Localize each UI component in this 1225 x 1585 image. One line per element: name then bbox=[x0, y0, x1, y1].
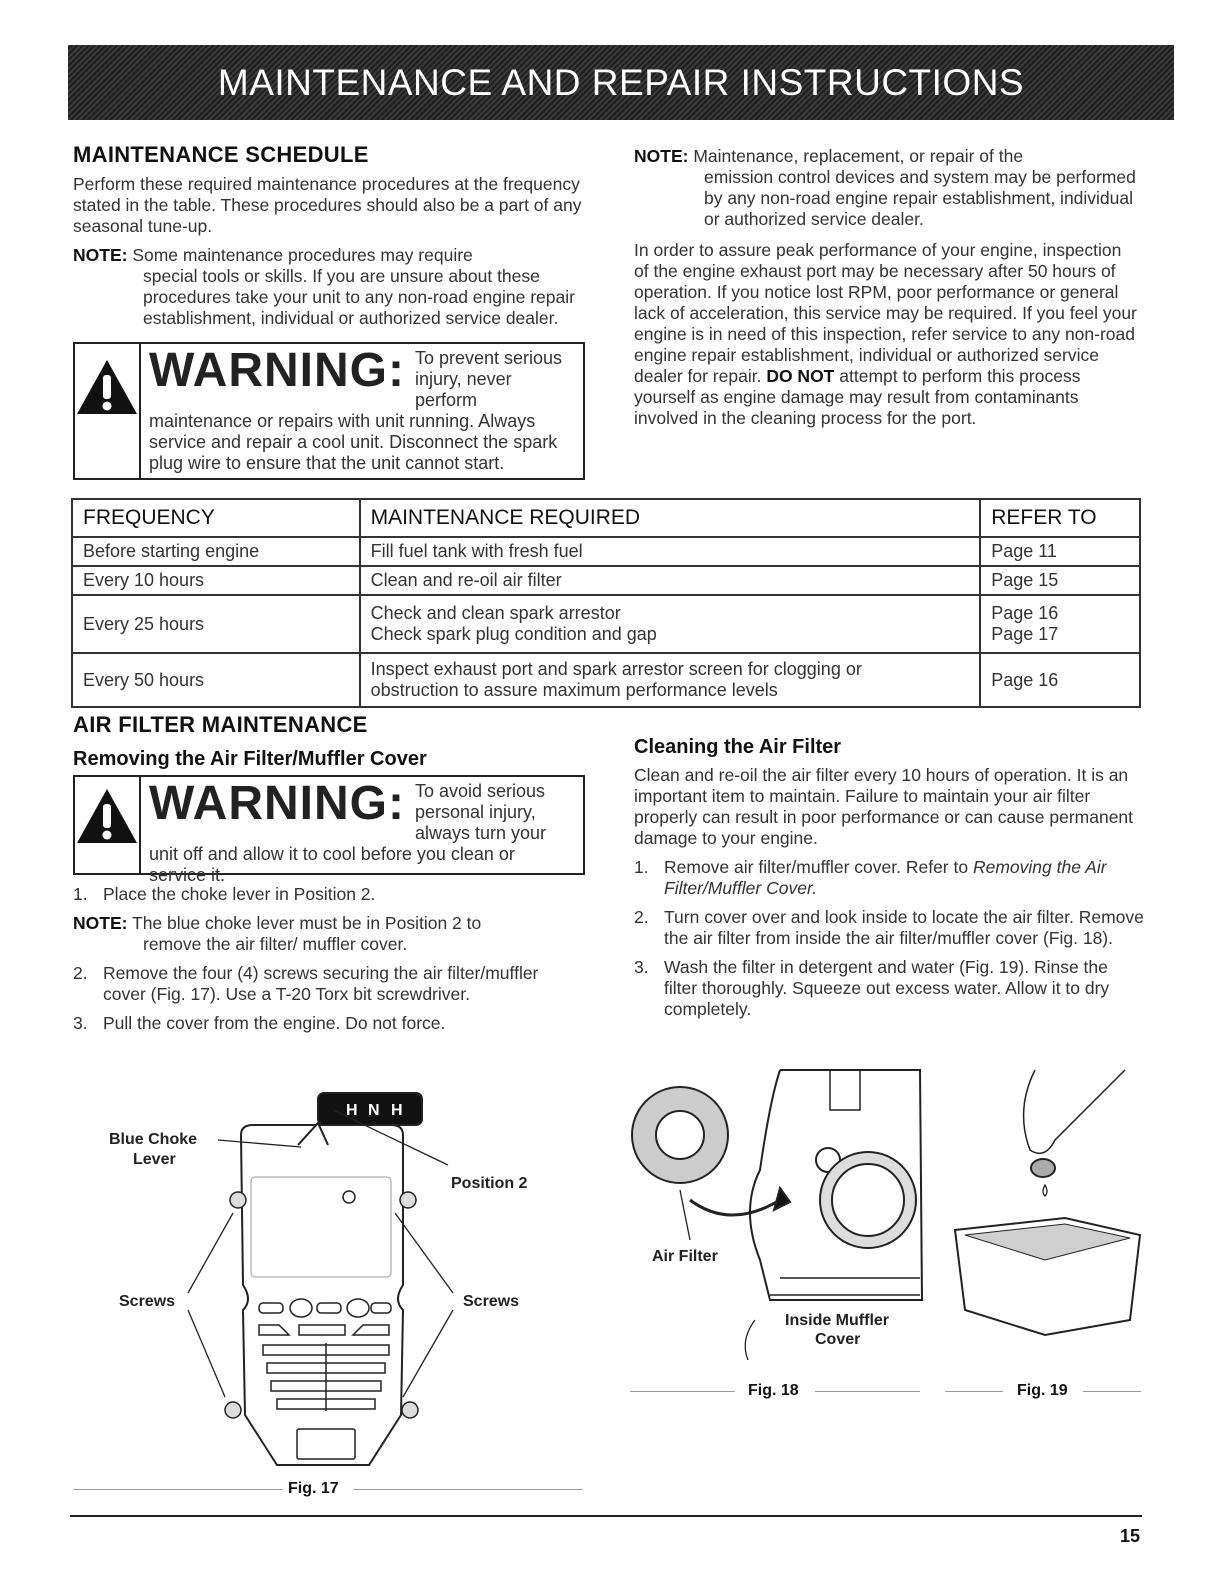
maintenance-table bbox=[71, 498, 1141, 708]
cell-ref: Page 15 bbox=[980, 566, 1140, 595]
section-banner bbox=[68, 45, 1174, 120]
cleaning-subheading: Cleaning the Air Filter bbox=[634, 736, 842, 758]
list-item bbox=[73, 963, 583, 1005]
washing-filter-illustration bbox=[945, 1050, 1145, 1350]
step-number: 3. bbox=[73, 1013, 88, 1033]
caption-rule bbox=[815, 1391, 920, 1392]
cell-ref: Page 11 bbox=[980, 537, 1140, 566]
caption-rule bbox=[1083, 1391, 1141, 1392]
step-number: 3. bbox=[634, 957, 649, 977]
list-item bbox=[634, 957, 1144, 1020]
schedule-heading: MAINTENANCE SCHEDULE bbox=[73, 142, 369, 167]
label-blue-choke: Blue Choke bbox=[109, 1131, 198, 1148]
label-cover: Cover bbox=[815, 1331, 861, 1348]
fig-17-caption: Fig. 17 bbox=[288, 1480, 339, 1497]
table-row bbox=[72, 653, 1140, 707]
note-line1: Some maintenance procedures may require bbox=[132, 245, 473, 265]
label-inside-muffler: Inside Muffler bbox=[785, 1312, 890, 1329]
step-text: Remove air filter/muffler cover. Refer to bbox=[664, 857, 969, 877]
exhaust-port-paragraph bbox=[634, 240, 1139, 429]
paragraph-part-b: attempt to perform this process yourself as engine damage may result from contaminants involved in the cleaning process for the port. bbox=[634, 366, 1081, 428]
step-text: Place the choke lever in Position 2. bbox=[103, 884, 376, 904]
list-item bbox=[634, 907, 1144, 949]
table-header-row bbox=[72, 499, 1140, 537]
warning-word: WARNING: bbox=[149, 777, 405, 830]
fig-18-caption: Fig. 18 bbox=[748, 1382, 799, 1399]
step-text: Wash the filter in detergent and water (Fig. 19). Rinse the filter thoroughly. Squeeze out excess water. Allow it to dry completely. bbox=[664, 957, 1110, 1019]
cell-frequency: Every 50 hours bbox=[72, 653, 360, 707]
table-row bbox=[72, 566, 1140, 595]
removing-subheading: Removing the Air Filter/Muffler Cover bbox=[73, 748, 427, 770]
choke-note bbox=[73, 913, 583, 955]
cleaning-intro: Clean and re-oil the air filter every 10 hours of operation. It is an important item to maintain. Failure to maintain your air filter properly can result in poor performance or can cause permanent damage to your engine. bbox=[634, 765, 1134, 848]
label-position-2: Position 2 bbox=[451, 1175, 528, 1192]
dial-label-hh: H bbox=[391, 1102, 403, 1119]
maintenance-table-wrap bbox=[71, 498, 1141, 708]
warning-triangle-icon bbox=[75, 344, 141, 478]
air-filter-heading: AIR FILTER MAINTENANCE bbox=[73, 712, 368, 737]
label-air-filter: Air Filter bbox=[652, 1248, 718, 1265]
step-number: 1. bbox=[73, 884, 88, 904]
warning-triangle-icon bbox=[75, 777, 141, 873]
air-filter-section bbox=[73, 712, 583, 771]
step-number: 2. bbox=[634, 907, 649, 927]
caption-rule bbox=[353, 1489, 583, 1490]
cell-frequency: Every 10 hours bbox=[72, 566, 360, 595]
cell-ref: Page 16 bbox=[980, 653, 1140, 707]
do-not-emphasis: DO NOT bbox=[766, 366, 835, 386]
note-rest: remove the air filter/ muffler cover. bbox=[143, 934, 408, 954]
task-line: Check spark plug condition and gap bbox=[370, 624, 657, 644]
maintenance-schedule-section bbox=[73, 142, 583, 329]
caption-rule bbox=[630, 1391, 735, 1392]
cleaning-section bbox=[634, 736, 1144, 1028]
removing-steps bbox=[73, 884, 583, 1042]
caption-rule bbox=[73, 1489, 283, 1490]
figure-19 bbox=[945, 1050, 1145, 1405]
caption-rule bbox=[945, 1391, 1003, 1392]
list-item bbox=[73, 884, 583, 905]
table-row bbox=[72, 595, 1140, 653]
note-label: NOTE: bbox=[634, 146, 689, 166]
cell-task bbox=[360, 595, 981, 653]
note-label: NOTE: bbox=[73, 913, 128, 933]
step-text: Pull the cover from the engine. Do not force. bbox=[103, 1013, 446, 1033]
header-refer: REFER TO bbox=[980, 499, 1140, 537]
warning-text: To avoid serious personal injury, always turn your unit off and allow it to cool before you clean or service it. bbox=[149, 781, 547, 885]
task-line: Check and clean spark arrestor bbox=[370, 603, 621, 623]
figure-17 bbox=[73, 1085, 583, 1505]
page-number: 15 bbox=[1120, 1526, 1141, 1546]
schedule-intro: Perform these required maintenance procedures at the frequency stated in the table. These procedures should also be a part of any seasonal tune-up. bbox=[73, 174, 582, 236]
warning-word: WARNING: bbox=[149, 344, 405, 397]
label-lever: Lever bbox=[133, 1151, 176, 1168]
cell-task: Inspect exhaust port and spark arrestor screen for clogging or obstruction to assure maximum performance levels bbox=[360, 653, 981, 707]
cell-task: Fill fuel tank with fresh fuel bbox=[360, 537, 981, 566]
header-frequency: FREQUENCY bbox=[72, 499, 360, 537]
cell-task: Clean and re-oil air filter bbox=[360, 566, 981, 595]
note-line1: The blue choke lever must be in Position 2 to bbox=[132, 913, 482, 933]
paragraph-part-a: In order to assure peak performance of your engine, inspection of the engine exhaust port may be necessary after 50 hours of operation. If you notice lost RPM, poor performance or general lack of acceleration, this service may be required. If you feel your engine is in need of this inspection, refer service to any non-road engine repair establishment, individual or authorized service dealer for repair. bbox=[634, 240, 1137, 386]
warning-box-2 bbox=[73, 775, 585, 885]
figure-18 bbox=[630, 1060, 930, 1405]
dial-label-n: N bbox=[368, 1102, 380, 1119]
note-label: NOTE: bbox=[73, 245, 128, 265]
footer-rule bbox=[70, 1515, 1142, 1517]
cell-ref bbox=[980, 595, 1140, 653]
note-rest: emission control devices and system may be performed by any non-road engine repair establishment, individual or authorized service dealer. bbox=[704, 167, 1136, 229]
step-text: Remove the four (4) screws securing the air filter/muffler cover (Fig. 17). Use a T-20 Torx bit screwdriver. bbox=[103, 963, 539, 1004]
schedule-note bbox=[73, 245, 583, 329]
right-column-top bbox=[634, 146, 1139, 429]
emission-note bbox=[634, 146, 1139, 230]
step-text: Turn cover over and look inside to locate the air filter. Remove the air filter from inside the air filter/muffler cover (Fig. 18). bbox=[664, 907, 1144, 948]
header-maintenance: MAINTENANCE REQUIRED bbox=[360, 499, 981, 537]
ref-line: Page 16 bbox=[991, 603, 1059, 623]
warning-box-1 bbox=[73, 342, 585, 480]
banner-title: MAINTENANCE AND REPAIR INSTRUCTIONS bbox=[217, 61, 1025, 103]
label-screws-left: Screws bbox=[119, 1293, 176, 1310]
dial-label-h: H bbox=[346, 1102, 358, 1119]
note-line1: Maintenance, replacement, or repair of the bbox=[693, 146, 1024, 166]
warning-text: To prevent serious injury, never perform maintenance or repairs with unit running. Always service and repair a cool unit. Disconnect the spark plug wire to ensure that the unit cannot start. bbox=[149, 348, 563, 473]
cell-frequency: Before starting engine bbox=[72, 537, 360, 566]
ref-line: Page 17 bbox=[991, 624, 1059, 644]
step-number: 2. bbox=[73, 963, 88, 983]
fig-19-caption: Fig. 19 bbox=[1017, 1382, 1068, 1399]
list-item bbox=[73, 1013, 583, 1034]
note-rest: special tools or skills. If you are unsure about these procedures take your unit to any non-road engine repair establishment, individual or authorized service dealer. bbox=[143, 266, 575, 328]
table-row bbox=[72, 537, 1140, 566]
cell-frequency: Every 25 hours bbox=[72, 595, 360, 653]
step-reference: Removing the Air Filter/Muffler Cover. bbox=[664, 857, 1107, 898]
list-item bbox=[634, 857, 1144, 899]
step-number: 1. bbox=[634, 857, 649, 877]
label-screws-right: Screws bbox=[463, 1293, 520, 1310]
